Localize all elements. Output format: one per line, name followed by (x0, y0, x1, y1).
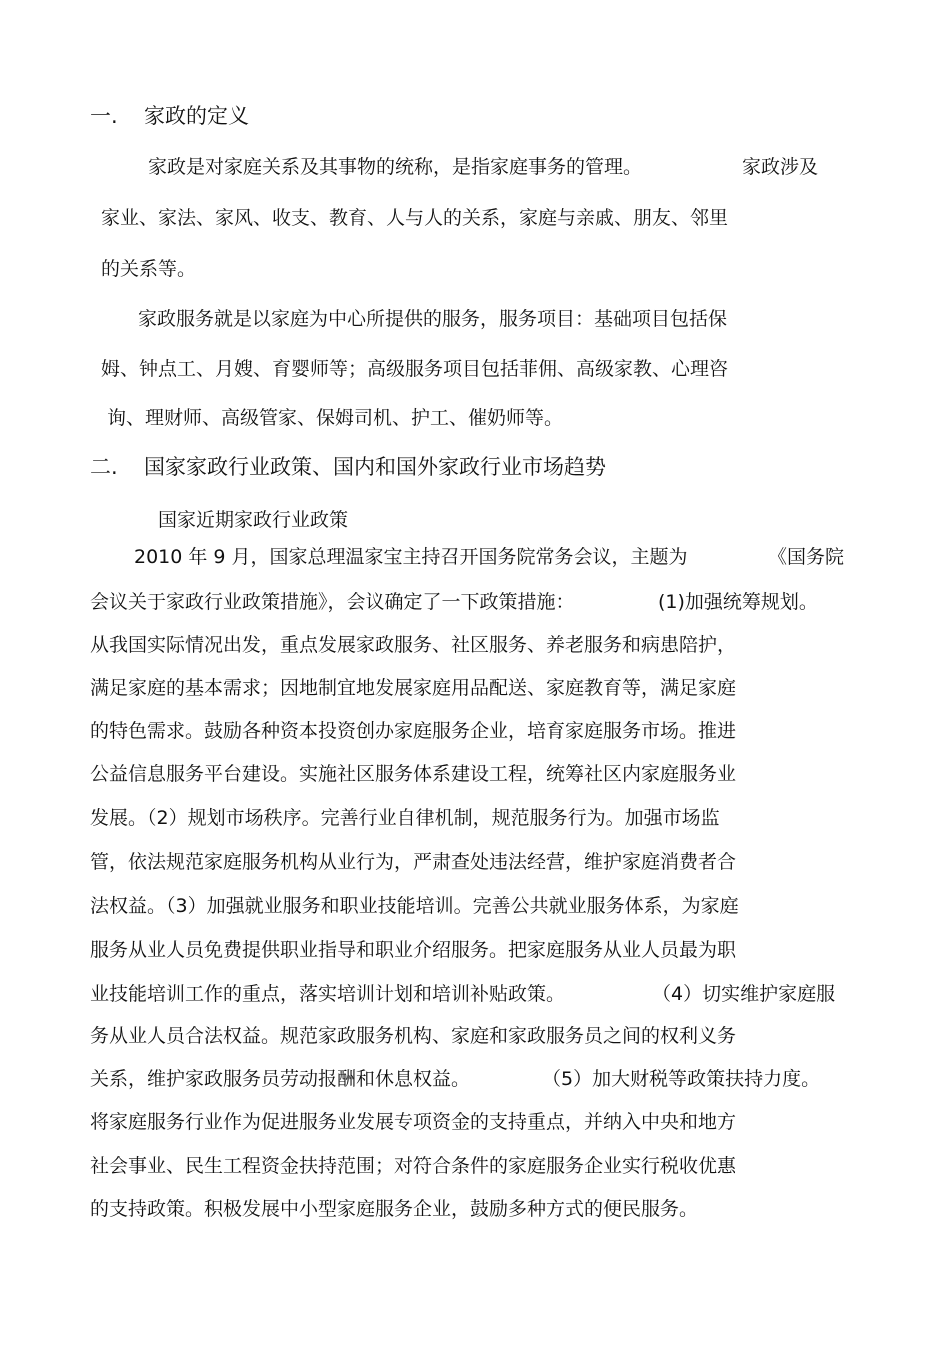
policy-line-6: 公益信息服务平台建设。实施社区服务体系建设工程，统筹社区内家庭服务业 (90, 763, 737, 785)
policy-line-15: 社会事业、民生工程资金扶持范围；对符合条件的家庭服务企业实行税收优惠 (90, 1155, 737, 1177)
paragraph-2-line-2: 姆、钟点工、月嫂、育婴师等；高级服务项目包括菲佣、高级家教、心理咨 (101, 358, 729, 380)
policy-line-5: 的特色需求。鼓励各种资本投资创办家庭服务企业，培育家庭服务市场。推进 (90, 720, 737, 742)
section-1-number: 一. (90, 104, 118, 128)
policy-line-10: 服务从业人员免费提供职业指导和职业介绍服务。把家庭服务从业人员最为职 (90, 939, 737, 961)
policy-line-16: 的支持政策。积极发展中小型家庭服务企业，鼓励多种方式的便民服务。 (90, 1198, 699, 1220)
paragraph-1-line-1b: 家政涉及 (742, 156, 819, 178)
section-2-number: 二. (90, 455, 118, 479)
paragraph-1-line-3: 的关系等。 (101, 258, 197, 280)
policy-line-1b: 《国务院 (768, 546, 845, 568)
policy-line-2b: (1)加强统筹规划。 (658, 591, 818, 613)
section-1-heading (90, 104, 249, 128)
section-2-subtitle: 国家近期家政行业政策 (158, 509, 349, 531)
policy-line-13a: 关系，维护家政服务员劳动报酬和休息权益。 (90, 1068, 471, 1090)
policy-line-14: 将家庭服务行业作为促进服务业发展专项资金的支持重点，并纳入中央和地方 (90, 1111, 737, 1133)
policy-line-9: 法权益。（3）加强就业服务和职业技能培训。完善公共就业服务体系，为家庭 (90, 895, 739, 917)
policy-line-11a: 业技能培训工作的重点，落实培训计划和培训补贴政策。 (90, 983, 566, 1005)
policy-line-4: 满足家庭的基本需求；因地制宜地发展家庭用品配送、家庭教育等，满足家庭 (90, 677, 737, 699)
policy-line-7: 发展。（2）规划市场秩序。完善行业自律机制，规范服务行为。加强市场监 (90, 807, 720, 829)
section-2-heading (90, 455, 606, 479)
paragraph-1-line-2: 家业、家法、家风、收支、教育、人与人的关系，家庭与亲戚、朋友、邻里 (101, 207, 729, 229)
policy-line-11b: （4）切实维护家庭服 (652, 983, 836, 1005)
policy-line-2a: 会议关于家政行业政策措施》，会议确定了一下政策措施： (90, 591, 575, 613)
policy-line-1a: 2010 年 9 月，国家总理温家宝主持召开国务院常务会议，主题为 (134, 546, 688, 568)
section-1-title: 家政的定义 (144, 104, 249, 128)
paragraph-2-line-3: 询、理财师、高级管家、保姆司机、护工、催奶师等。 (107, 407, 564, 429)
policy-line-12: 务从业人员合法权益。规范家政服务机构、家庭和家政服务员之间的权利义务 (90, 1025, 737, 1047)
policy-line-3: 从我国实际情况出发，重点发展家政服务、社区服务、养老服务和病患陪护， (90, 634, 737, 656)
paragraph-1-line-1a: 家政是对家庭关系及其事物的统称，是指家庭事务的管理。 (148, 156, 643, 178)
policy-line-13b: （5）加大财税等政策扶持力度。 (542, 1068, 821, 1090)
section-2-title: 国家家政行业政策、国内和国外家政行业市场趋势 (144, 455, 606, 479)
policy-line-8: 管，依法规范家庭服务机构从业行为，严肃查处违法经营，维护家庭消费者合 (90, 851, 737, 873)
paragraph-2-line-1: 家政服务就是以家庭为中心所提供的服务，服务项目：基础项目包括保 (138, 308, 728, 330)
